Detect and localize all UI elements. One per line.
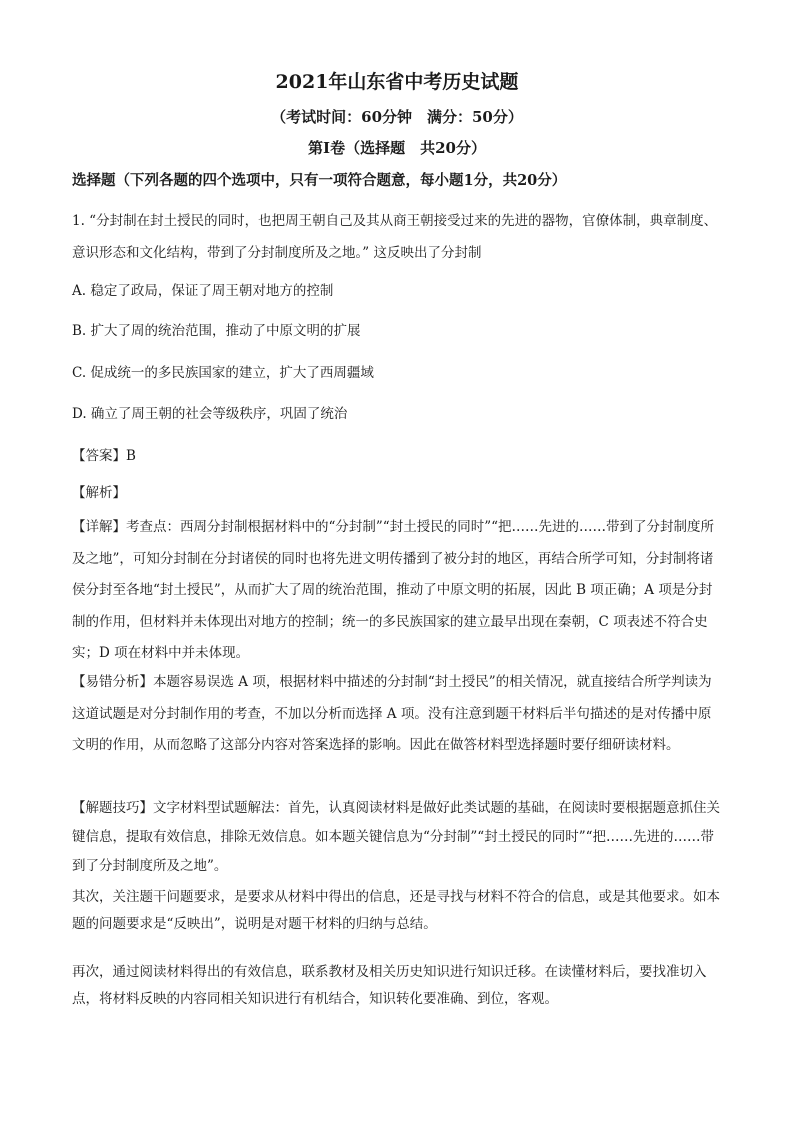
option-c: C. 促成统一的多民族国家的建立，扩大了西周疆域 [72,365,374,381]
answer-tag: 【答案】 [72,448,126,464]
option-d: D. 确立了周王朝的社会等级秩序，巩固了统治 [72,406,348,422]
detail-paragraph [72,512,724,670]
error-analysis-paragraph [72,667,724,762]
answer-value: B [126,448,136,464]
section-heading: 第Ⅰ卷（选择题 共20分） [308,139,486,157]
trap-text: 本题容易误选 A 项，根据材料中描述的分封制“封土授民”的相关情况，就直接结合所学判读为这道试题是对分封制作用的考查，不加以分析而选择 A 项。没有注意到题干材料后半句描述的是对传播中原文明的作用，从而忽略了这部分内容对答案选择的影响。因此在做答材料型选择题时要仔细研读材料。 [72,674,712,753]
detail-tag: 【详解】 [72,519,126,535]
detail-text: 考查点：西周分封制根据材料中的“分封制”“封土授民的同时”“把……先进的……带到了分封制度所及之地”，可知分封制在分封诸侯的同时也将先进文明传播到了被分封的地区，再结合所学可知，分封制将诸侯分封至各地“封土授民”，从而扩大了周的统治范围，推动了中原文明的拓展，因此 B 项正确；A 项是分封制的作用，但材料并未体现出对地方的控制；统一的多民族国家的建立最早出现在秦朝，C 项表述不符合史实；D 项在材料中并未体现。 [72,519,715,661]
trap-tag: 【易错分析】 [72,674,153,690]
tip-text: 文字材料型试题解法：首先，认真阅读材料是做好此类试题的基础，在阅读时要根据题意抓住关键信息，提取有效信息，排除无效信息。如本题关键信息为“分封制”“封土授民的同时”“把……先进的……带到了分封制度所及之地”。 [72,800,720,874]
option-b: B. 扩大了周的统治范围，推动了中原文明的扩展 [72,323,361,339]
tip-tag: 【解题技巧】 [72,800,153,816]
analysis-heading: 【解析】 [72,485,126,501]
answer-line [72,445,724,467]
exam-info: （考试时间：60分钟 满分：50分） [271,108,523,126]
solving-tip-paragraph [72,794,724,881]
option-a: A. 稳定了政局，保证了周王朝对地方的控制 [72,283,334,299]
tip-paragraph-second: 其次，关注题干问题要求，是要求从材料中得出的信息，还是寻找与材料不符合的信息，或是其他要求。如本题的问题要求是“反映出”，说明是对题干材料的归纳与总结。 [72,889,720,932]
instructions: 选择题（下列各题的四个选项中，只有一项符合题意，每小题1分，共20分） [72,172,567,189]
tip-paragraph-third: 再次，通过阅读材料得出的有效信息，联系教材及相关历史知识进行知识迁移。在读懂材料后，要找准切入点，将材料反映的内容同相关知识进行有机结合，知识转化要准确、到位，客观。 [72,964,707,1007]
page-title: 2021年山东省中考历史试题 [275,71,519,93]
question-stem: 1. “分封制在封土授民的同时，也把周王朝自己及其从商王朝接受过来的先进的器物，官僚体制，典章制度、意识形态和文化结构，带到了分封制度所及之地。” 这反映出了分封制 [72,213,718,261]
